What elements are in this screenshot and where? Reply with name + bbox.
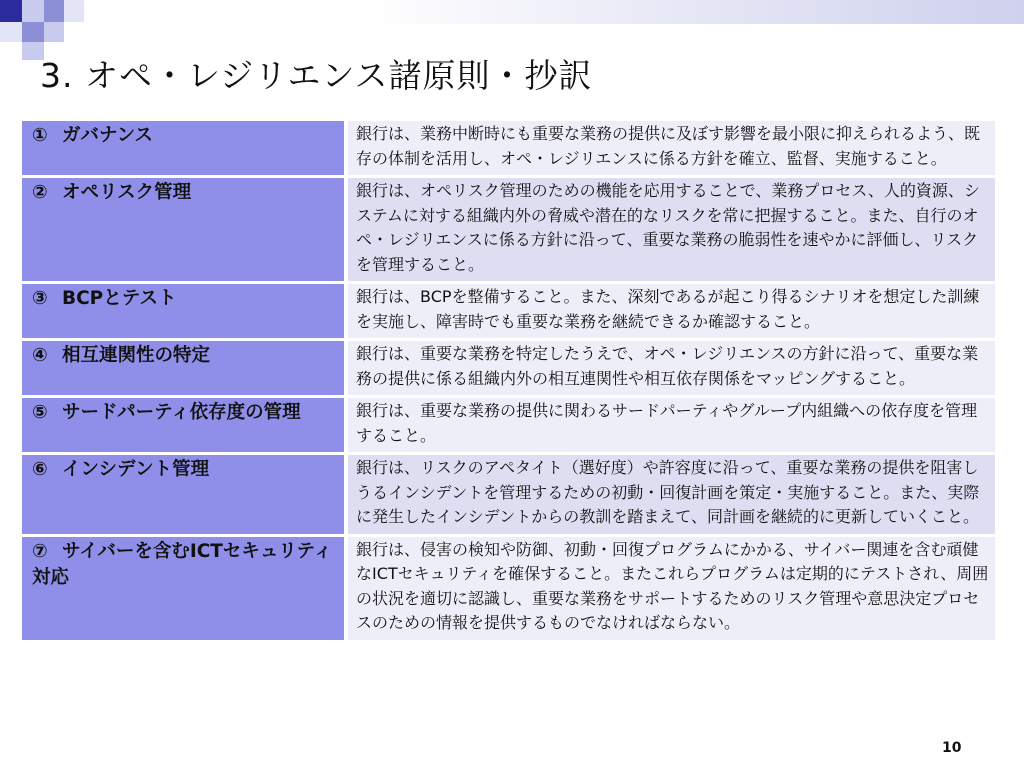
deco-square — [0, 0, 22, 22]
principle-description: 銀行は、重要な業務を特定したうえで、オペ・レジリエンスの方針に沿って、重要な業務の提供に係る組織内外の相互連関性や相互依存関係をマッピングすること。 — [348, 341, 995, 395]
deco-square — [64, 0, 84, 22]
principle-name-cell — [22, 537, 348, 640]
principle-number: ⑦ — [32, 540, 48, 562]
deco-square — [44, 0, 64, 22]
deco-square — [0, 22, 22, 42]
principle-number: ② — [32, 182, 48, 203]
principle-description: 銀行は、重要な業務の提供に関わるサードパーティやグループ内組織への依存度を管理すること。 — [348, 398, 995, 452]
principle-name-cell — [22, 341, 348, 395]
deco-square — [22, 0, 44, 22]
principle-name: 相互連関性の特定 — [62, 345, 211, 366]
principle-name-cell — [22, 284, 348, 338]
deco-square — [22, 22, 44, 42]
principle-name: BCPとテスト — [62, 288, 177, 309]
principle-number: ⑤ — [32, 402, 48, 423]
principle-description: 銀行は、侵害の検知や防御、初動・回復プログラムにかかる、サイバー関連を含む頑健なICTセキュリティを確保すること。またこれらプログラムは定期的にテストされ、周囲の状況を適切に認識し、重要な業務をサポートするためのリスク管理や意思決定プロセスのための情報を提供するものでなければならない。 — [348, 537, 995, 640]
principle-description: 銀行は、リスクのアペタイト（選好度）や許容度に沿って、重要な業務の提供を阻害しうるインシデントを管理するための初動・回復計画を策定・実施すること。また、実際に発生したインシデントからの教訓を踏まえて、同計画を継続的に更新していくこと。 — [348, 455, 995, 534]
deco-square — [44, 22, 64, 42]
principle-row — [22, 455, 995, 534]
slide-title: 3. オペ・レジリエンス諸原則・抄訳 — [40, 56, 593, 95]
principle-name-cell — [22, 178, 348, 281]
principle-number: ① — [32, 125, 48, 146]
principle-name-cell — [22, 455, 348, 534]
principle-name: オペリスク管理 — [62, 182, 192, 203]
principle-row — [22, 398, 995, 452]
principle-name: サードパーティ依存度の管理 — [62, 402, 301, 423]
principle-row — [22, 284, 995, 338]
principle-row — [22, 178, 995, 281]
page-number: 10 — [942, 740, 962, 756]
principles-table — [22, 118, 995, 643]
principle-row — [22, 121, 995, 175]
principle-name: ガバナンス — [62, 125, 154, 146]
header-gradient-bar — [84, 0, 1024, 24]
principle-name-cell — [22, 121, 348, 175]
principle-name: サイバーを含むICTセキュリティ対応 — [32, 540, 333, 588]
principle-description: 銀行は、オペリスク管理のための機能を応用することで、業務プロセス、人的資源、システムに対する組織内外の脅威や潜在的なリスクを常に把握すること。また、自行のオペ・レジリエンスに係る方針に沿って、重要な業務の脆弱性を速やかに評価し、リスクを管理すること。 — [348, 178, 995, 281]
principle-number: ④ — [32, 345, 48, 366]
principle-number: ③ — [32, 288, 48, 309]
principle-number: ⑥ — [32, 459, 48, 480]
principle-description: 銀行は、BCPを整備すること。また、深刻であるが起こり得るシナリオを想定した訓練を実施し、障害時でも重要な業務を継続できるか確認すること。 — [348, 284, 995, 338]
principle-row — [22, 341, 995, 395]
principle-row — [22, 537, 995, 640]
principle-name-cell — [22, 398, 348, 452]
principle-name: インシデント管理 — [62, 459, 210, 480]
principle-description: 銀行は、業務中断時にも重要な業務の提供に及ぼす影響を最小限に抑えられるよう、既存の体制を活用し、オペ・レジリエンスに係る方針を確立、監督、実施すること。 — [348, 121, 995, 175]
